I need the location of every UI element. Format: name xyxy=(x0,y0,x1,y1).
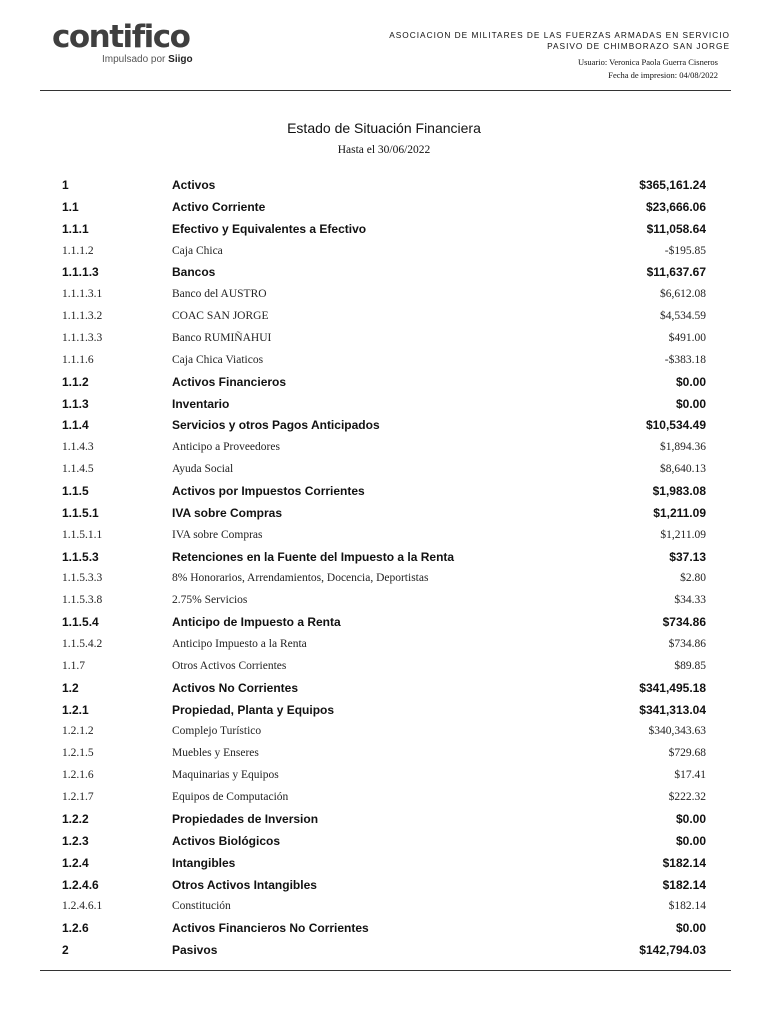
table-row xyxy=(62,896,706,918)
table-row xyxy=(62,568,706,590)
account-name: IVA sobre Compras xyxy=(172,528,263,541)
print-date: Fecha de impresion: 04/08/2022 xyxy=(608,70,718,80)
account-code: 1.1.4.5 xyxy=(62,463,94,476)
table-row xyxy=(62,175,706,197)
table-row xyxy=(62,656,706,678)
print-meta xyxy=(578,56,718,82)
account-amount: $734.86 xyxy=(662,615,706,630)
account-code: 1.1.5.3 xyxy=(62,549,99,564)
table-row xyxy=(62,262,706,284)
account-amount: $11,637.67 xyxy=(646,265,706,280)
footer-divider xyxy=(40,970,731,971)
account-code: 1.2.4.6.1 xyxy=(62,900,103,913)
account-code: 1.1 xyxy=(62,199,79,214)
account-name: Inventario xyxy=(172,396,230,411)
account-amount: $142,794.03 xyxy=(639,943,706,958)
account-amount: $0.00 xyxy=(675,811,706,826)
table-row xyxy=(62,415,706,437)
account-code: 1.1.5.1 xyxy=(62,505,99,520)
account-code: 1.1.4 xyxy=(62,418,89,433)
table-row xyxy=(62,547,706,569)
account-code: 1.2.4.6 xyxy=(62,877,99,892)
account-code: 1.2.6 xyxy=(62,921,89,936)
account-amount: $1,211.09 xyxy=(660,528,706,541)
table-row xyxy=(62,918,706,940)
table-row xyxy=(62,219,706,241)
account-amount: $340,343.63 xyxy=(648,725,706,738)
account-name: Banco del AUSTRO xyxy=(172,288,267,301)
account-amount: $491.00 xyxy=(668,332,706,345)
account-code: 1.1.5.3.3 xyxy=(62,572,103,585)
account-code: 1 xyxy=(62,178,69,192)
account-name: 2.75% Servicios xyxy=(172,594,248,607)
account-amount: $182.14 xyxy=(662,877,706,892)
account-code: 1.2.4 xyxy=(62,855,89,870)
account-name: 8% Honorarios, Arrendamientos, Docencia, Deportistas xyxy=(172,572,429,585)
account-code: 1.2.1.7 xyxy=(62,791,94,804)
account-amount: $729.68 xyxy=(668,747,706,760)
balance-table xyxy=(62,175,706,962)
account-amount: $341,313.04 xyxy=(639,702,706,717)
table-row xyxy=(62,328,706,350)
account-code: 1.2.2 xyxy=(62,811,89,826)
account-amount: $222.32 xyxy=(668,791,706,804)
table-row xyxy=(62,765,706,787)
table-row xyxy=(62,306,706,328)
account-amount: $365,161.24 xyxy=(639,178,706,192)
account-code: 1.1.5 xyxy=(62,484,89,499)
account-name: Anticipo Impuesto a la Renta xyxy=(172,638,307,651)
account-amount: $10,534.49 xyxy=(645,418,706,433)
header-divider xyxy=(40,90,731,91)
account-code: 1.2.1.6 xyxy=(62,769,94,782)
account-code: 1.1.1.3.3 xyxy=(62,332,103,345)
table-row xyxy=(62,721,706,743)
table-row xyxy=(62,437,706,459)
table-row xyxy=(62,241,706,263)
table-row xyxy=(62,853,706,875)
account-amount: $182.14 xyxy=(668,900,706,913)
account-code: 1.2.1.5 xyxy=(62,747,94,760)
table-row xyxy=(62,503,706,525)
organization-line-1: ASOCIACION DE MILITARES DE LAS FUERZAS ARMADAS EN SERVICIO xyxy=(389,30,730,40)
account-name: Propiedad, Planta y Equipos xyxy=(172,702,335,717)
account-name: COAC SAN JORGE xyxy=(172,310,269,323)
table-row xyxy=(62,700,706,722)
table-row xyxy=(62,743,706,765)
account-name: Ayuda Social xyxy=(172,463,234,476)
account-name: Maquinarias y Equipos xyxy=(172,769,279,782)
table-row xyxy=(62,284,706,306)
account-name: Pasivos xyxy=(172,943,218,958)
account-amount: $4,534.59 xyxy=(660,310,706,323)
account-name: Activo Corriente xyxy=(172,199,266,214)
account-name: Muebles y Enseres xyxy=(172,747,259,760)
account-name: Activos por Impuestos Corrientes xyxy=(172,484,365,499)
account-amount: $2.80 xyxy=(680,572,706,585)
account-name: Complejo Turístico xyxy=(172,725,262,738)
account-name: Servicios y otros Pagos Anticipados xyxy=(172,418,380,433)
table-row xyxy=(62,940,706,962)
account-name: Constitución xyxy=(172,900,231,913)
account-code: 1.2.3 xyxy=(62,833,89,848)
account-amount: $182.14 xyxy=(662,855,706,870)
report-title: Estado de Situación Financiera xyxy=(287,120,481,136)
account-code: 1.1.7 xyxy=(62,659,85,672)
table-row xyxy=(62,678,706,700)
account-code: 1.2.1.2 xyxy=(62,725,94,738)
account-name: Equipos de Computación xyxy=(172,791,289,804)
account-amount: $34.33 xyxy=(674,594,706,607)
account-amount: $6,612.08 xyxy=(660,288,706,301)
organization-line-2: PASIVO DE CHIMBORAZO SAN JORGE xyxy=(547,41,730,51)
account-amount: $8,640.13 xyxy=(660,463,706,476)
account-code: 1.1.2 xyxy=(62,374,89,389)
account-name: Caja Chica xyxy=(172,244,223,257)
table-row xyxy=(62,809,706,831)
account-name: Caja Chica Viaticos xyxy=(172,353,264,366)
table-row xyxy=(62,831,706,853)
table-row xyxy=(62,634,706,656)
account-code: 1.1.5.3.8 xyxy=(62,594,103,607)
account-code: 1.2 xyxy=(62,680,79,695)
account-amount: $341,495.18 xyxy=(639,680,706,695)
account-code: 1.1.1.3 xyxy=(62,265,99,280)
account-name: Anticipo de Impuesto a Renta xyxy=(172,615,341,630)
account-name: Otros Activos Corrientes xyxy=(172,659,287,672)
account-code: 1.1.1.2 xyxy=(62,244,94,257)
table-row xyxy=(62,481,706,503)
account-amount: $0.00 xyxy=(675,921,706,936)
account-name: Propiedades de Inversion xyxy=(172,811,319,826)
table-row xyxy=(62,525,706,547)
account-code: 1.1.1.3.2 xyxy=(62,310,103,323)
brand-name: contifico xyxy=(52,19,190,55)
table-row xyxy=(62,612,706,634)
brand-tagline xyxy=(102,54,193,65)
account-name: Intangibles xyxy=(172,855,236,870)
account-name: Anticipo a Proveedores xyxy=(172,441,280,454)
account-amount: $17.41 xyxy=(674,769,706,782)
report-period: Hasta el 30/06/2022 xyxy=(337,144,431,156)
account-code: 1.1.1.6 xyxy=(62,353,94,366)
account-amount: $1,983.08 xyxy=(652,484,706,499)
account-amount: $1,894.36 xyxy=(660,441,706,454)
account-name: Activos Financieros xyxy=(172,374,287,389)
table-row xyxy=(62,787,706,809)
account-amount: $1,211.09 xyxy=(653,505,706,520)
account-code: 1.1.4.3 xyxy=(62,441,94,454)
account-amount: $0.00 xyxy=(675,396,706,411)
partner-name: Siigo xyxy=(168,54,193,65)
account-amount: $0.00 xyxy=(675,833,706,848)
organization-name xyxy=(389,30,730,52)
account-code: 1.1.1 xyxy=(62,221,89,236)
brand-logo xyxy=(52,20,193,65)
account-amount: $0.00 xyxy=(675,374,706,389)
account-name: Bancos xyxy=(172,265,216,280)
table-row xyxy=(62,197,706,219)
account-name: Activos No Corrientes xyxy=(172,680,299,695)
account-amount: -$195.85 xyxy=(664,244,706,257)
account-amount: $734.86 xyxy=(668,638,706,651)
table-row xyxy=(62,590,706,612)
account-amount: $37.13 xyxy=(669,549,706,564)
account-amount: $23,666.06 xyxy=(645,199,706,214)
table-row xyxy=(62,394,706,416)
account-code: 1.1.5.4 xyxy=(62,615,99,630)
account-name: Activos Biológicos xyxy=(172,833,281,848)
account-name: Efectivo y Equivalentes a Efectivo xyxy=(172,221,367,236)
account-amount: $89.85 xyxy=(674,659,706,672)
account-name: Activos Financieros No Corrientes xyxy=(172,921,369,936)
account-name: Retenciones en la Fuente del Impuesto a la Renta xyxy=(172,549,455,564)
account-code: 1.2.1 xyxy=(62,702,89,717)
account-name: Otros Activos Intangibles xyxy=(172,877,317,892)
table-row xyxy=(62,350,706,372)
account-code: 1.1.3 xyxy=(62,396,89,411)
table-row xyxy=(62,372,706,394)
tagline-text: Impulsado por xyxy=(102,54,166,65)
account-code: 1.1.5.4.2 xyxy=(62,638,103,651)
account-name: Activos xyxy=(172,178,216,192)
account-code: 2 xyxy=(62,943,69,958)
account-name: IVA sobre Compras xyxy=(172,505,283,520)
account-amount: -$383.18 xyxy=(664,353,706,366)
table-row xyxy=(62,459,706,481)
user-name: Usuario: Veronica Paola Guerra Cisneros xyxy=(577,57,718,67)
account-name: Banco RUMIÑAHUI xyxy=(172,332,272,345)
account-code: 1.1.1.3.1 xyxy=(62,288,103,301)
account-code: 1.1.5.1.1 xyxy=(62,528,103,541)
account-amount: $11,058.64 xyxy=(646,221,706,236)
table-row xyxy=(62,875,706,897)
